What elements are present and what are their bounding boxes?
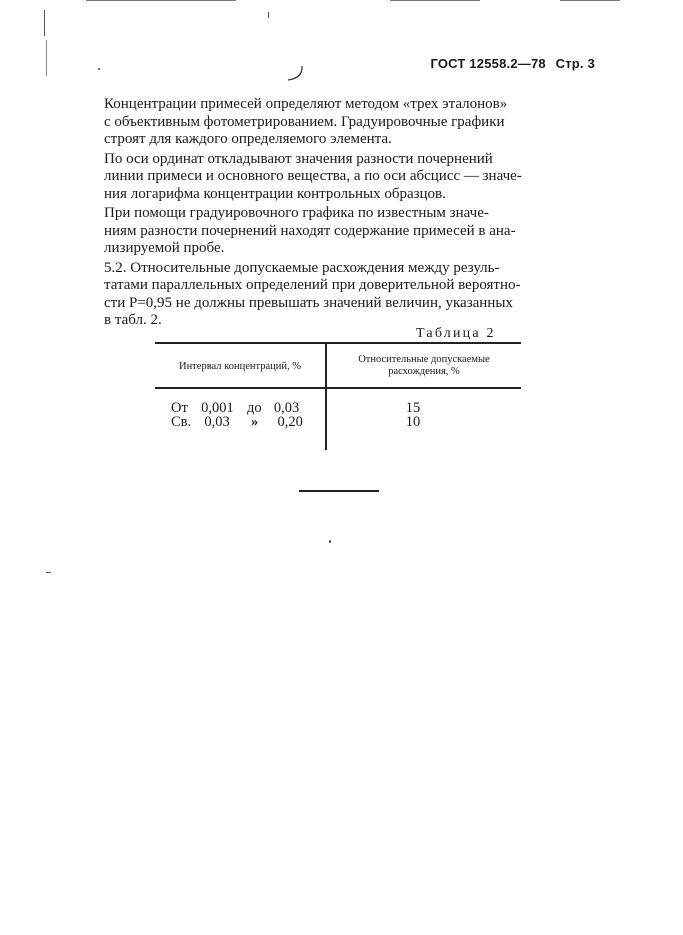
range-from: 0,03 <box>204 414 230 430</box>
range-prefix: Св. <box>171 414 192 430</box>
text-line: строят для каждого определяемого элемента. <box>104 131 392 147</box>
scan-dot <box>329 540 331 543</box>
table-header-rule <box>155 387 521 389</box>
page-header <box>430 56 595 71</box>
end-rule <box>299 490 379 492</box>
text-line: сти Р=0,95 не должны превышать значений величин, указанных <box>104 294 513 311</box>
text-line: лизируемой пробе. <box>104 240 225 256</box>
scan-mark <box>46 572 51 573</box>
text-line: По оси ординат откладывают значения разности почернений <box>104 150 493 167</box>
text-line: 5.2. Относительные допускаемые расхождения между резуль- <box>104 259 500 276</box>
text-line: Концентрации примесей определяют методом «трех эталонов» <box>104 96 508 112</box>
scan-line <box>390 0 480 1</box>
table-row-value: 15 <box>405 400 421 416</box>
column-header-discrepancy <box>327 354 521 378</box>
text-line: При помощи градуировочного графика по известным значе- <box>104 205 489 221</box>
paragraph <box>104 260 598 330</box>
text-line: с объективным фотометрированием. Градуировочные графики <box>104 113 505 130</box>
scan-line <box>560 0 620 1</box>
text-line: ниям разности почернений находят содержание примесей в ана- <box>104 222 516 239</box>
text-line: в табл. 2. <box>104 312 162 328</box>
paragraph <box>104 96 598 149</box>
table-caption: Таблица 2 <box>416 326 496 341</box>
text-line: линии примеси и основного вещества, а по оси абсцисс — значе- <box>104 168 522 184</box>
standard-number: ГОСТ 12558.2—78 <box>430 56 546 71</box>
table-row-value: 10 <box>405 414 421 430</box>
table-top-rule <box>155 342 521 344</box>
paragraph <box>104 205 598 258</box>
column-header-line: Относительные допускаемые <box>358 354 490 365</box>
text-line: татами параллельных определений при доверительной вероятно- <box>104 277 521 293</box>
range-prefix: От <box>171 400 188 416</box>
range-from: 0,001 <box>201 400 234 416</box>
text-line: ния логарифма концентрации контрольных образцов. <box>104 185 446 202</box>
column-header-interval: Интервал концентраций, % <box>179 361 301 372</box>
page-number: Стр. 3 <box>555 56 595 71</box>
data-table <box>155 342 521 450</box>
body-text <box>104 96 598 332</box>
range-to: 0,03 <box>273 400 300 416</box>
column-header-line: расхождения, % <box>388 366 460 377</box>
range-separator: до <box>246 400 262 416</box>
range-to: 0,20 <box>277 414 303 430</box>
scan-dot <box>98 68 100 70</box>
scan-mark <box>46 40 47 76</box>
scan-line <box>86 0 236 1</box>
range-separator: » <box>251 414 259 430</box>
paragraph <box>104 151 598 204</box>
scan-mark <box>268 12 269 18</box>
pen-mark-icon <box>284 64 306 84</box>
table-row-range <box>171 414 303 431</box>
scan-mark <box>44 10 45 36</box>
